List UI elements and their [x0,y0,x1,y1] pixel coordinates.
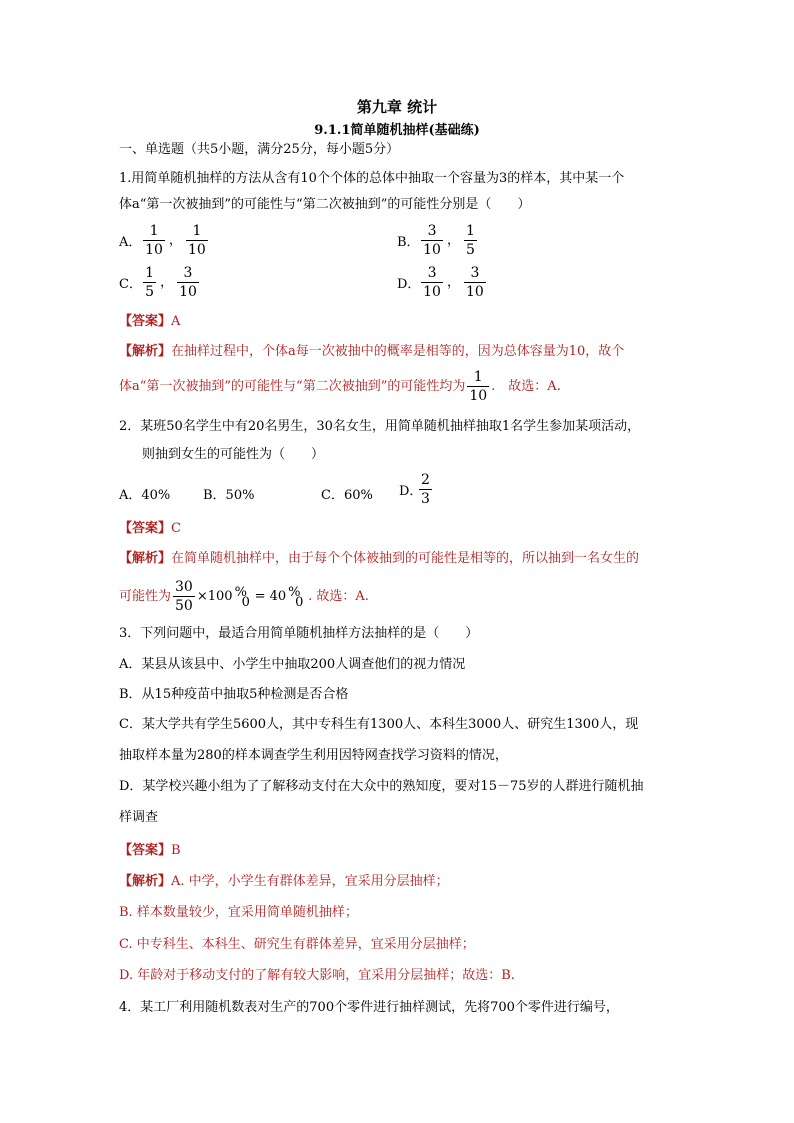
section-title: 9.1.1简单随机抽样(基础练) [314,123,480,138]
option-letter: B． [397,235,420,250]
option-letter: C． [119,277,142,292]
option-letter: D． [397,277,421,292]
fraction: $\frac{1}{5}$ [465,223,475,258]
q3-analysis-b: B. 样本数量较少，宜采用简单随机抽样； [119,905,358,920]
q2-option-d: D． $\frac{2}{3}$ [399,472,430,507]
q3-analysis-a: 【解析】A. 中学，小学生有群体差异，宜采用分层抽样； [119,874,449,889]
fraction: $\frac{1}{10}$ [187,223,206,258]
q3-option-d-line2: 样调查 [119,810,159,825]
q1-analysis-line2: 体a“第一次被抽到”的可能性与“第二次被抽到”的可能性均为 $\frac{1}{10}$ . 故选：A. [119,369,561,404]
fraction: $\frac{3}{10}$ [423,265,441,300]
q3-option-a: A．某县从该县中、小学生中抽取200人调查他们的视力情况 [119,657,466,672]
q1-stem-line1: 1.用简单随机抽样的方法从含有10个个体的总体中抽取一个容量为3的样本，其中某一个 [119,171,625,186]
fraction: $\frac{3}{10}$ [423,223,441,258]
q2-option-a: A．40% [119,488,171,503]
fraction: $\frac{1}{10}$ [469,369,488,404]
fraction: $\frac{30}{50}$ [175,579,193,614]
q2-analysis-line1: 【解析】在简单随机抽样中，由于每个个体被抽到的可能性是相等的，所以抽到一名女生的 [119,551,640,566]
q3-analysis-d: D. 年龄对于移动支付的了解有较大影响，宜采用分层抽样；故选：B. [119,968,515,983]
percent-sign: % 0 [288,584,304,610]
q2-answer: 【答案】C [119,521,181,536]
q2-stem-line2: 则抽到女生的可能性为（ ） [142,447,325,462]
q3-option-b: B．从15种疫苗中抽取5种检测是否合格 [119,687,349,702]
part-header: 一、单选题（共5小题，满分25分，每小题5分） [119,142,400,157]
percent-sign: % 0 [234,584,250,610]
q1-stem-line2: 体a“第一次被抽到”的可能性与“第二次被抽到”的可能性分别是（ ） [119,197,531,212]
q3-option-c-line2: 抽取样本量为280的样本调查学生利用因特网查找学习资料的情况， [119,748,508,763]
q1-option-b: B． $\frac{3}{10}$ ， $\frac{1}{5}$ [397,223,475,258]
q3-answer: 【答案】B [119,843,181,858]
q3-analysis-c: C. 中专科生、本科生、研究生有群体差异，宜采用分层抽样； [119,937,475,952]
q4-stem-line1: 4．某工厂利用随机数表对生产的700个零件进行抽样测试，先将700个零件进行编号， [119,1000,619,1015]
chapter-title: 第九章 统计 [356,98,438,116]
q2-option-c: C．60% [321,488,373,503]
q1-option-a: A． $\frac{1}{10}$ ， $\frac{1}{10}$ [119,223,206,258]
q1-analysis-line1: 【解析】在抽样过程中，个体a每一次被抽中的概率是相等的，因为总体容量为10，故个 [119,344,625,359]
fraction: $\frac{2}{3}$ [421,472,430,507]
q2-analysis-line2: 可能性为 $\frac{30}{50}$ ×100 % 0 = 40 % 0 . 故选：A. [119,579,369,614]
fraction: $\frac{1}{5}$ [145,265,155,300]
fraction: $\frac{1}{10}$ [145,223,163,258]
q1-answer: 【答案】A [119,314,181,329]
option-letter: A． [119,235,142,250]
fraction: $\frac{3}{10}$ [179,265,197,300]
q2-stem-line1: 2．某班50名学生中有20名男生，30名女生，用简单随机抽样抽取1名学生参加某项活动， [119,419,641,434]
q1-option-c: C． $\frac{1}{5}$ ， $\frac{3}{10}$ [119,265,197,300]
q1-option-d: D． $\frac{3}{10}$ ， $\frac{3}{10}$ [397,265,484,300]
q2-option-b: B．50% [203,488,255,503]
q3-option-c-line1: C．某大学共有学生5600人，其中专科生有1300人、本科生3000人、研究生1300人，现 [119,717,639,732]
q3-option-d-line1: D．某学校兴趣小组为了了解移动支付在大众中的熟知度，要对15－75岁的人群进行随机抽 [119,779,644,794]
q3-stem: 3．下列问题中，最适合用简单随机抽样方法抽样的是（ ） [119,626,479,641]
fraction: $\frac{3}{10}$ [465,265,484,300]
